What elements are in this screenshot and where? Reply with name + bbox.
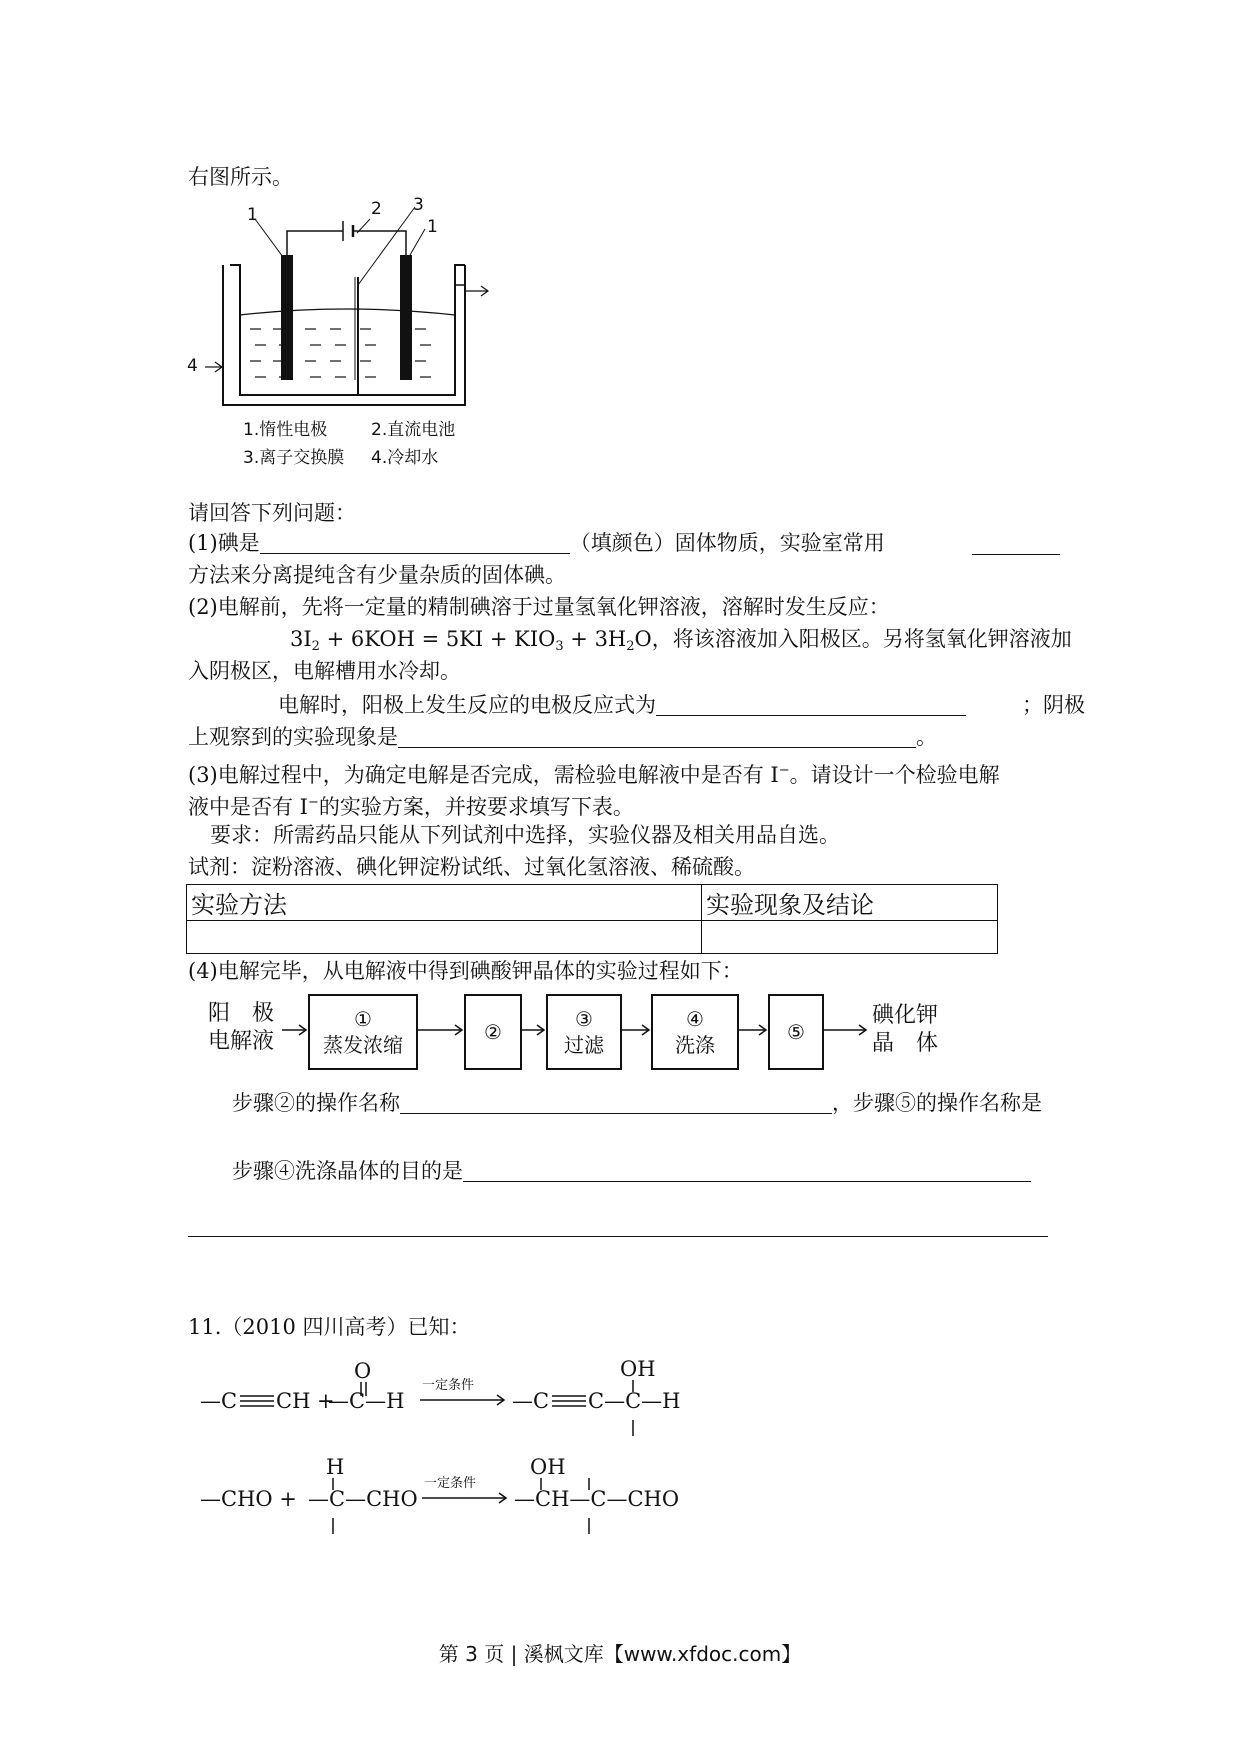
label-1-right: 1 <box>427 217 438 237</box>
r2-mid: —C—CHO <box>308 1487 418 1511</box>
reaction-1 <box>200 1356 720 1436</box>
intro-line: 右图所示。 <box>188 165 293 189</box>
q3-line-2 <box>188 788 634 822</box>
q3-requirement: 要求：所需药品只能从下列试剂中选择，实验仪器及相关用品自选。 <box>210 823 840 847</box>
q2-text-d: ；阴极 <box>1022 693 1085 717</box>
q4-blank-step2[interactable] <box>400 1091 832 1114</box>
table-row <box>187 921 998 954</box>
legend-1: 1.惰性电极 <box>243 420 328 440</box>
step-3-text: 过滤 <box>564 1033 604 1057</box>
q4-text-b: 步骤②的操作名称 <box>232 1091 400 1115</box>
r2-right: —CH—C—CHO <box>514 1487 680 1511</box>
flow-start-line-1: 阳 极 <box>208 1001 275 1026</box>
r1-arrow <box>420 1394 506 1406</box>
step-2-number: ② <box>484 1020 502 1044</box>
flow-end-line-2: 晶 体 <box>872 1031 939 1056</box>
q4-blank-line-extra[interactable] <box>188 1236 1048 1237</box>
label-3: 3 <box>413 195 424 215</box>
q3-sup-a: − <box>778 763 790 778</box>
experiment-table <box>186 884 998 954</box>
questions-prompt: 请回答下列问题： <box>188 501 356 525</box>
q3-text-a2: 。请设计一个检验电解 <box>789 763 1000 787</box>
r2-arrow <box>422 1492 508 1504</box>
q2-blank-cathode-phenomenon[interactable] <box>398 725 916 748</box>
step-1-text: 蒸发浓缩 <box>323 1033 403 1057</box>
flow-arrows <box>200 990 960 1090</box>
r1-triple-bond-right <box>552 1394 586 1408</box>
flow-start-line-2: 电解液 <box>208 1029 275 1054</box>
r2-h: H <box>326 1455 345 1479</box>
r1-ch: CH + <box>276 1389 335 1413</box>
table-cell-result[interactable] <box>702 921 998 954</box>
r1-right-chain: C—C—H <box>588 1389 681 1413</box>
table-header-row <box>187 885 998 921</box>
q3-text-b2: 的实验方案，并按要求填写下表。 <box>318 795 634 819</box>
q1-blank-color[interactable] <box>260 531 570 554</box>
q4-line-1: (4)电解完毕，从电解液中得到碘酸钾晶体的实验过程如下： <box>188 959 743 983</box>
eq-part-c: + 3H <box>563 627 627 651</box>
q4-line-3 <box>232 1156 1031 1186</box>
footer-page: 第 3 页 <box>438 1642 505 1666</box>
q1-line-2: 方法来分离提纯含有少量杂质的固体碘。 <box>188 563 566 587</box>
step-5-number: ⑤ <box>787 1020 805 1044</box>
q2-blank-anode-equation[interactable] <box>656 693 966 716</box>
eq-part-a: 3I <box>290 627 312 651</box>
q2-line-3: 入阴极区，电解槽用水冷却。 <box>188 659 461 683</box>
label-1-left: 1 <box>247 205 258 225</box>
q3-text-b1: 液中是否有 I <box>188 795 308 819</box>
r1-o: O <box>354 1359 372 1383</box>
q2-text-f: 。 <box>916 725 937 749</box>
r2-oh: OH <box>530 1455 566 1479</box>
label-4: 4 <box>187 356 198 376</box>
eq-sub-3: 2 <box>626 639 635 654</box>
step-1-number: ① <box>354 1007 372 1031</box>
electrolysis-apparatus-diagram <box>187 195 505 475</box>
footer-site: 溪枫文库【www.xfdoc.com】 <box>523 1642 802 1666</box>
q2-line-5 <box>188 722 937 752</box>
q1-text-b: （填颜色）固体物质，实验室常用 <box>569 531 885 555</box>
flow-end-line-1: 碘化钾 <box>872 1003 939 1028</box>
step-4-number: ④ <box>686 1007 704 1031</box>
r1-triple-bond-left <box>240 1394 274 1408</box>
q2-text-c: 电解时，阳极上发生反应的电极反应式为 <box>278 693 656 717</box>
q2-line-4 <box>278 690 966 720</box>
reaction-2 <box>200 1454 720 1534</box>
legend-4: 4.冷却水 <box>371 448 439 468</box>
table-cell-method[interactable] <box>187 921 702 954</box>
r1-c-h: —C—H <box>328 1389 405 1413</box>
r1-oh: OH <box>620 1357 656 1381</box>
q3-reagents: 试剂：淀粉溶液、碘化钾淀粉试纸、过氧化氢溶液、稀硫酸。 <box>188 855 755 879</box>
q11-title: 11.（2010 四川高考）已知： <box>188 1315 471 1339</box>
q3-line-1 <box>188 756 1000 790</box>
eq-part-d: O，将该溶液加入阳极区。另将氢氧化钾溶液加 <box>634 627 1072 651</box>
q1-line-1 <box>188 528 885 558</box>
label-2: 2 <box>371 199 382 219</box>
page-footer <box>0 1638 1240 1667</box>
eq-sub-1: 2 <box>311 639 320 654</box>
table-header-result: 实验现象及结论 <box>702 885 998 921</box>
q1-blank-method[interactable] <box>972 532 1060 555</box>
q4-line-2 <box>232 1088 1042 1118</box>
r2-left: —CHO + <box>200 1487 297 1511</box>
q2-text-e: 上观察到的实验现象是 <box>188 725 398 749</box>
r1-right-c: —C <box>512 1389 550 1413</box>
flow-chart <box>200 990 960 1090</box>
step-3-number: ③ <box>575 1007 593 1031</box>
legend-2: 2.直流电池 <box>371 420 456 440</box>
r2-condition: 一定条件 <box>424 1476 477 1491</box>
q3-text-a1: (3)电解过程中，为确定电解是否完成，需检验电解液中是否有 I <box>188 763 779 787</box>
q4-text-d: 步骤④洗涤晶体的目的是 <box>232 1159 463 1183</box>
eq-sub-2: 3 <box>555 639 564 654</box>
table-header-method: 实验方法 <box>187 885 702 921</box>
electrolysis-apparatus-svg <box>195 205 505 475</box>
q4-blank-wash-purpose[interactable] <box>463 1159 1031 1182</box>
step-4-text: 洗涤 <box>675 1033 715 1057</box>
r1-left-c: —C <box>200 1389 238 1413</box>
q4-text-c: ，步骤⑤的操作名称是 <box>832 1091 1042 1115</box>
q3-sup-b: − <box>307 795 319 810</box>
legend-3: 3.离子交换膜 <box>243 448 345 468</box>
q2-line-1: (2)电解前，先将一定量的精制碘溶于过量氢氧化钾溶液，溶解时发生反应： <box>188 595 890 619</box>
q1-text-a: (1)碘是 <box>188 531 260 555</box>
r1-vertical-bonds <box>630 1380 636 1436</box>
footer-separator: | <box>510 1642 518 1666</box>
r1-condition: 一定条件 <box>422 1378 475 1393</box>
eq-part-b: + 6KOH = 5KI + KIO <box>319 627 556 651</box>
